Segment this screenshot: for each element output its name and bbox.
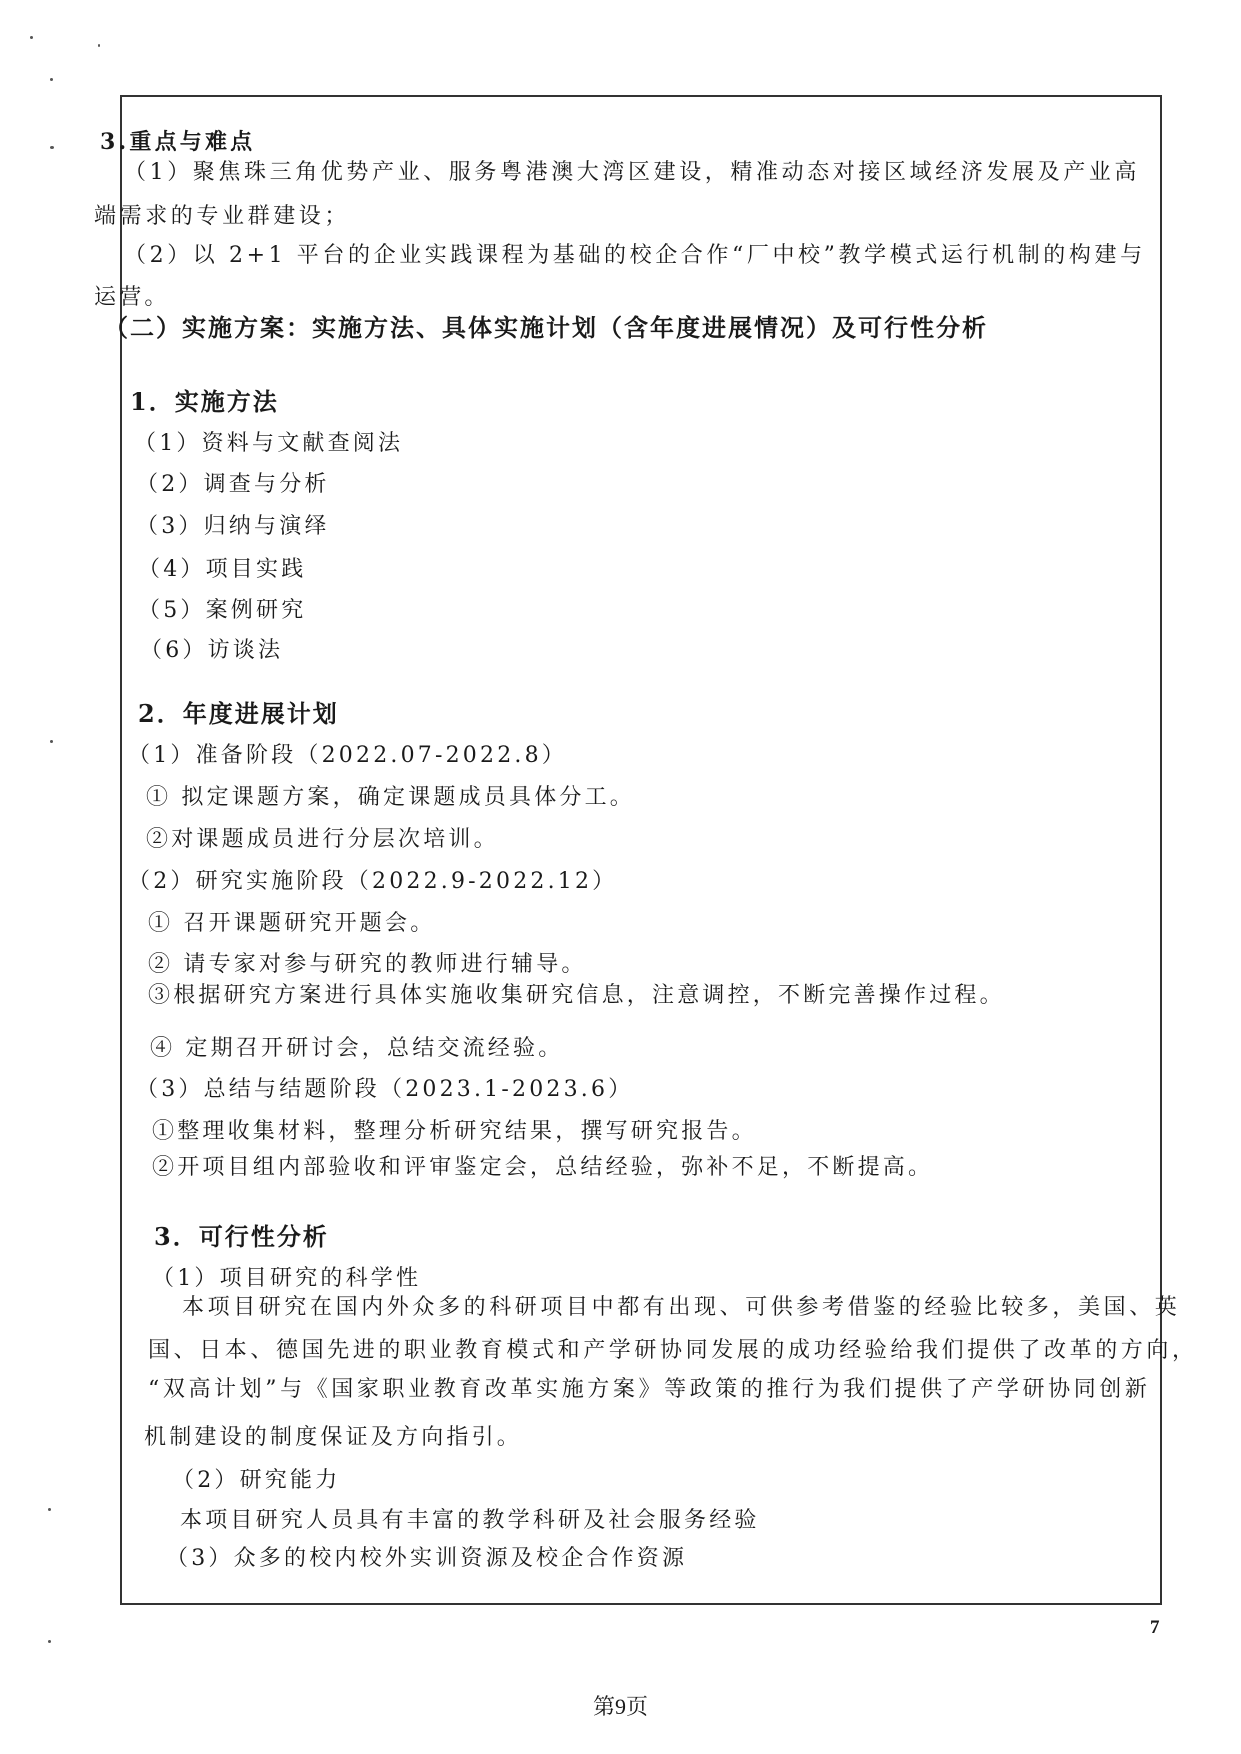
stage-1-item: ① 拟定课题方案，确定课题成员具体分工。 — [146, 785, 635, 810]
scan-speck — [48, 1508, 51, 1511]
feasibility-sub-2: （2）研究能力 — [172, 1468, 341, 1493]
key-points-heading: 3.重点与难点 — [100, 129, 256, 155]
feasibility-sub-1: （1）项目研究的科学性 — [152, 1266, 422, 1291]
annual-plan-heading: 2．年度进展计划 — [138, 699, 339, 728]
stage-1-item: ②对课题成员进行分层次培训。 — [146, 827, 499, 852]
scan-speck — [50, 740, 53, 743]
method-item: （3）归纳与演绎 — [136, 514, 330, 539]
feasibility-para-line: 国、日本、德国先进的职业教育模式和产学研协同发展的成功经验给我们提供了改革的方向， — [148, 1338, 1198, 1363]
stage-2-item: ① 召开课题研究开题会。 — [148, 911, 436, 936]
methods-heading: 1．实施方法 — [130, 387, 279, 416]
stage-1-title: （1）准备阶段（2022.07-2022.8） — [128, 743, 567, 768]
method-item: （5）案例研究 — [138, 598, 307, 623]
scan-speck — [50, 146, 54, 149]
feasibility-sub-3: （3）众多的校内校外实训资源及校企合作资源 — [166, 1546, 688, 1571]
scan-speck — [50, 78, 53, 81]
stage-3-item: ②开项目组内部验收和评审鉴定会，总结经验，弥补不足，不断提高。 — [152, 1155, 934, 1180]
method-item: （6）访谈法 — [140, 638, 284, 663]
stage-3-item: ①整理收集材料，整理分析研究结果，撰写研究报告。 — [152, 1119, 757, 1144]
scan-speck — [48, 1640, 51, 1643]
key-point-1-line-1: （1）聚焦珠三角优势产业、服务粤港澳大湾区建设，精准动态对接区域经济发展及产业高 — [124, 160, 1140, 185]
stage-2-item: ④ 定期召开研讨会，总结交流经验。 — [150, 1036, 564, 1061]
key-point-2-line-1: （2）以 2+1 平台的企业实践课程为基础的校企合作“厂中校”教学模式运行机制的构建与 — [124, 243, 1146, 268]
stage-2-item: ③根据研究方案进行具体实施收集研究信息，注意调控，不断完善操作过程。 — [148, 983, 1005, 1008]
stage-3-title: （3）总结与结题阶段（2023.1-2023.6） — [136, 1077, 634, 1102]
feasibility-para-2: 本项目研究人员具有丰富的教学科研及社会服务经验 — [180, 1508, 760, 1533]
feasibility-para-line: 机制建设的制度保证及方向指引。 — [144, 1425, 523, 1450]
method-item: （1）资料与文献查阅法 — [134, 431, 404, 456]
scan-speck — [30, 36, 33, 39]
page-footer: 第9页 — [592, 1694, 648, 1719]
page-number: 7 — [1150, 1617, 1160, 1638]
scan-speck — [98, 44, 100, 47]
stage-2-item: ② 请专家对参与研究的教师进行辅导。 — [148, 952, 587, 977]
key-point-2-line-2: 运营。 — [94, 285, 170, 310]
method-item: （2）调查与分析 — [136, 472, 330, 497]
key-point-1-line-2: 端需求的专业群建设； — [94, 204, 351, 229]
method-item: （4）项目实践 — [138, 557, 307, 582]
plan-heading: （二）实施方案：实施方法、具体实施计划（含年度进展情况）及可行性分析 — [104, 313, 988, 342]
feasibility-para-line: “双高计划”与《国家职业教育改革实施方案》等政策的推行为我们提供了产学研协同创新 — [148, 1377, 1151, 1402]
stage-2-title: （2）研究实施阶段（2022.9-2022.12） — [128, 869, 618, 894]
feasibility-para-line: 本项目研究在国内外众多的科研项目中都有出现、可供参考借鉴的经验比较多，美国、英 — [182, 1295, 1181, 1320]
feasibility-heading: 3．可行性分析 — [154, 1222, 329, 1251]
